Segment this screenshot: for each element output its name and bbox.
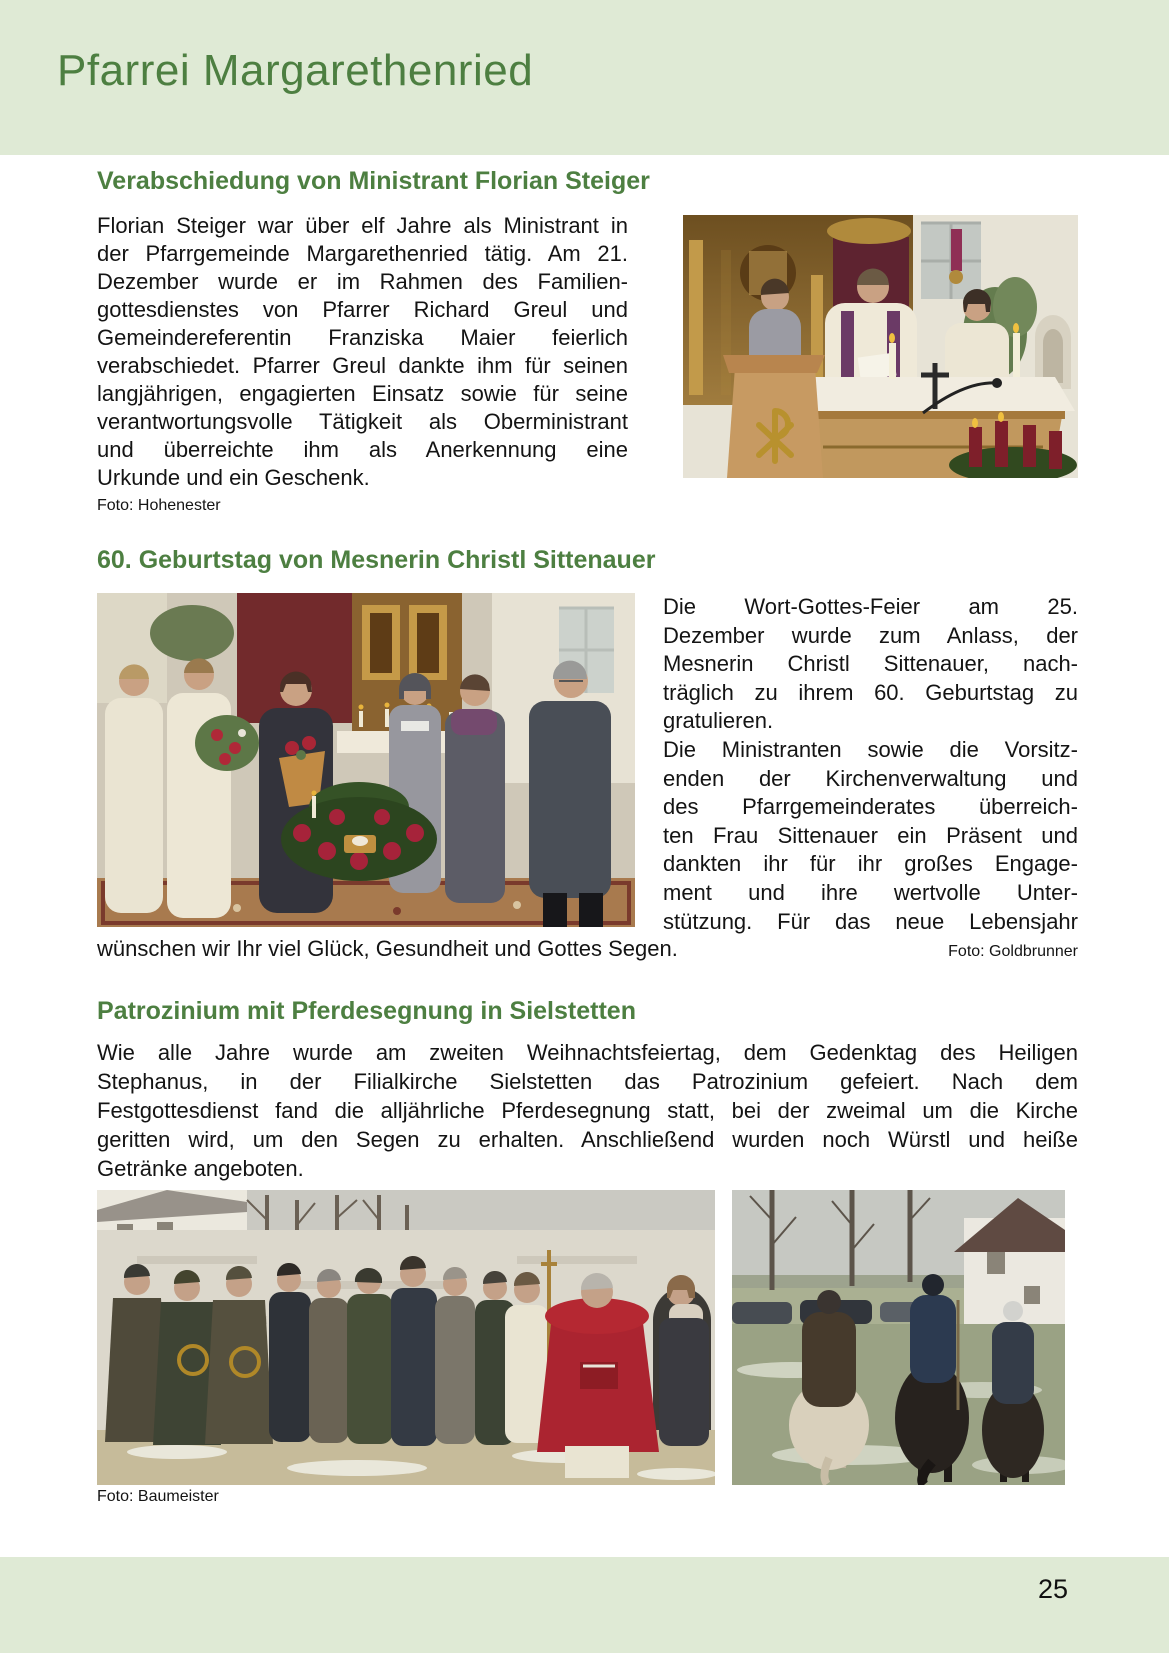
page-title: Pfarrei Margarethenried bbox=[57, 46, 534, 95]
text-line: Die Wort-Gottes-Feier am 25. bbox=[663, 594, 1078, 619]
page-number: 25 bbox=[1037, 1574, 1068, 1604]
paragraph-geburtstag-2 bbox=[663, 736, 1078, 936]
text-line: Mesnerin Christl Sittenauer, nach- bbox=[663, 651, 1078, 677]
text-line: Stephanus, in der Filialkirche Sielstetten das Patrozinium gefeiert. Nach dem bbox=[97, 1069, 1078, 1094]
text-line: Wie alle Jahre wurde am zweiten Weihnachtsfeiertag, dem Gedenktag des Heiligen bbox=[97, 1040, 1078, 1065]
text-line: Dezember wurde zum Anlass, der bbox=[663, 622, 1078, 648]
photo-credit-hohenester: Foto: Hohenester bbox=[97, 497, 221, 514]
photo-credit-goldbrunner: Foto: Goldbrunner bbox=[948, 943, 1078, 960]
text-line: Getränke angeboten. bbox=[97, 1156, 304, 1181]
section-heading-verabschiedung: Verabschiedung von Ministrant Florian Steiger bbox=[97, 167, 650, 195]
text-line: gottesdienstes von Pfarrer Richard Greul und bbox=[97, 297, 628, 322]
text-line: Urkunde und ein Geschenk. bbox=[97, 465, 370, 490]
text-line: dankten ihr für ihr großes Engage- bbox=[663, 851, 1078, 877]
text-line: geritten wird, um den Segen zu erhalten. Anschließend wurden noch Würstl und heiße bbox=[97, 1127, 1078, 1152]
photo-altar-farewell bbox=[683, 215, 1078, 478]
photo-birthday-group bbox=[97, 593, 635, 927]
paragraph-continuation: wünschen wir Ihr viel Glück, Gesundheit und Gottes Segen. bbox=[97, 936, 678, 961]
text-line: ten Frau Sittenauer ein Präsent und bbox=[663, 822, 1078, 848]
photo-pferdesegnung-riders bbox=[732, 1190, 1065, 1485]
page-footer-band bbox=[0, 1557, 1169, 1653]
text-line: Festgottesdienst fand die alljährliche Pferdesegnung statt, bei der zweimal um die Kirche bbox=[97, 1098, 1078, 1123]
section-heading-patrozinium: Patrozinium mit Pferdesegnung in Sielstetten bbox=[97, 997, 636, 1025]
text-line: gratulieren. bbox=[663, 708, 774, 734]
text-line: ment und ihre wertvolle Unter- bbox=[663, 879, 1078, 905]
paragraph-verabschiedung bbox=[97, 212, 628, 492]
text-line: verantwortungsvolle Tätigkeit als Oberministrant bbox=[97, 409, 628, 434]
photo-credit-baumeister: Foto: Baumeister bbox=[97, 1488, 219, 1505]
text-line: des Pfarrgemeinderates überreich- bbox=[663, 794, 1078, 820]
text-line: Gemeindereferentin Franziska Maier feierlich bbox=[97, 325, 628, 350]
text-line: Die Ministranten sowie die Vorsitz- bbox=[663, 736, 1078, 762]
text-line: enden der Kirchenverwaltung und bbox=[663, 765, 1078, 791]
text-line: Dezember wurde er im Rahmen des Familien- bbox=[97, 269, 628, 294]
photo-patrozinium-crowd bbox=[97, 1190, 715, 1485]
paragraph-continuation-row bbox=[97, 936, 1078, 962]
text-line: verabschiedet. Pfarrer Greul dankte ihm für seinen bbox=[97, 353, 628, 378]
text-line: langjährigen, engagierten Einsatz sowie für seine bbox=[97, 381, 628, 406]
text-line: träglich zu ihrem 60. Geburtstag zu bbox=[663, 679, 1078, 705]
text-line: Florian Steiger war über elf Jahre als Ministrant in bbox=[97, 213, 628, 238]
text-line: und überreichte ihm als Anerkennung eine bbox=[97, 437, 628, 462]
paragraph-geburtstag bbox=[663, 593, 1078, 936]
section-heading-geburtstag: 60. Geburtstag von Mesnerin Christl Sittenauer bbox=[97, 546, 656, 574]
page-header-band bbox=[0, 0, 1169, 155]
paragraph-patrozinium bbox=[97, 1038, 1078, 1183]
text-line: stützung. Für das neue Lebensjahr bbox=[663, 908, 1078, 934]
paragraph-geburtstag-1 bbox=[663, 593, 1078, 736]
text-line: der Pfarrgemeinde Margarethenried tätig. Am 21. bbox=[97, 241, 628, 266]
